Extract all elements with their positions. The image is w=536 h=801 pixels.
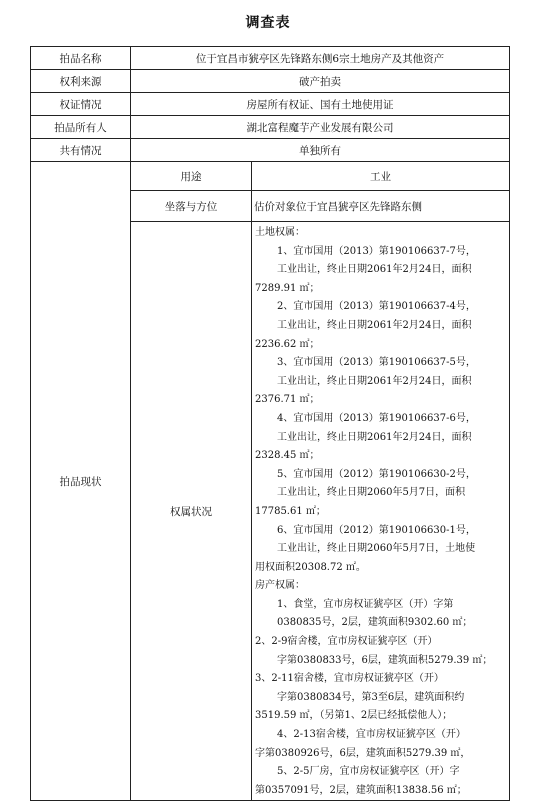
row-source [31, 70, 510, 93]
status-label: 拍品现状 [31, 162, 131, 801]
ownership-line: 房产权属： [255, 580, 305, 592]
row-label: 权证情况 [31, 93, 131, 116]
ownership-line: 字第0380926号，6层，建筑面积5279.39 ㎡， [255, 747, 471, 759]
row-label: 权利来源 [31, 70, 131, 93]
ownership-line: 4、宜市国用（2013）第190106637-6号， [277, 412, 476, 424]
row-cert [31, 93, 510, 116]
row-value: 湖北富程魔芋产业发展有限公司 [131, 116, 510, 139]
ownership-line: 工业出让，终止日期2061年2月24日，面积 [277, 431, 472, 443]
ownership-line: 用权面积20308.72 ㎡。 [255, 561, 366, 573]
row-value: 位于宜昌市猇亭区先锋路东侧6宗土地房产及其他资产 [131, 47, 510, 70]
row-label: 拍品名称 [31, 47, 131, 70]
row-use [31, 162, 510, 191]
ownership-line: 3519.59 ㎡，（另第1、2层已经抵偿他人）； [255, 710, 453, 722]
ownership-line: 第0357091号，2层，建筑面积13838.56 ㎡； [255, 784, 467, 796]
row-owner [31, 116, 510, 139]
ownership-line: 工业出让，终止日期2060年5月7日，面积 [277, 487, 466, 499]
ownership-line: 工业出让，终止日期2061年2月24日，面积 [277, 375, 472, 387]
row-value: 破产拍卖 [131, 70, 510, 93]
ownership-line: 1、食堂，宜市房权证猇亭区（开）字第 [277, 598, 454, 610]
ownership-line: 6、宜市国用（2012）第190106630-1号， [277, 524, 476, 536]
ownership-line: 工业出让，终止日期2060年5月7日，土地使 [277, 543, 476, 555]
use-value: 工业 [252, 162, 510, 191]
ownership-line: 3、2-11宿舍楼，宜市房权证猇亭区（开） [255, 673, 444, 685]
ownership-line: 工业出让，终止日期2061年2月24日，面积 [277, 264, 472, 276]
ownership-line: 2236.62 ㎡； [255, 338, 320, 350]
ownership-line: 1、宜市国用（2013）第190106637-7号， [277, 245, 476, 257]
location-label: 坐落与方位 [131, 191, 252, 222]
use-label: 用途 [131, 162, 252, 191]
ownership-line: 字第0380833号，6层，建筑面积5279.39 ㎡； [277, 654, 493, 666]
ownership-line: 2、2-9宿舍楼，宜市房权证猇亭区（开） [255, 636, 438, 648]
ownership-text [252, 222, 510, 801]
survey-table [30, 46, 510, 801]
ownership-line: 2、宜市国用（2013）第190106637-4号， [277, 301, 476, 313]
ownership-line: 7289.91 ㎡； [255, 282, 320, 294]
row-shared [31, 139, 510, 162]
ownership-line: 5、宜市国用（2012）第190106630-2号， [277, 468, 476, 480]
row-name [31, 47, 510, 70]
page-title: 调查表 [245, 15, 291, 31]
ownership-line: 工业出让，终止日期2061年2月24日，面积 [277, 319, 472, 331]
row-label: 共有情况 [31, 139, 131, 162]
ownership-line: 2376.71 ㎡； [255, 394, 320, 406]
ownership-line: 2328.45 ㎡； [255, 450, 320, 462]
row-label: 拍品所有人 [31, 116, 131, 139]
row-value: 房屋所有权证、国有土地使用证 [131, 93, 510, 116]
ownership-line: 5、2-5厂房，宜市房权证猇亭区（开）字 [277, 766, 460, 778]
ownership-line: 17785.61 ㎡； [255, 505, 326, 517]
ownership-label: 权属状况 [131, 222, 252, 801]
ownership-line: 0380835号，2层，建筑面积9302.60 ㎡； [277, 617, 473, 629]
location-value: 估价对象位于宜昌猇亭区先锋路东侧 [252, 191, 510, 222]
ownership-line: 4、2-13宿舍楼，宜市房权证猇亭区（开） [277, 729, 466, 741]
row-value: 单独所有 [131, 139, 510, 162]
ownership-line: 土地权属： [255, 227, 305, 238]
ownership-line: 字第0380834号，第3至6层，建筑面积约 [277, 691, 465, 703]
ownership-line: 3、宜市国用（2013）第190106637-5号， [277, 357, 476, 369]
